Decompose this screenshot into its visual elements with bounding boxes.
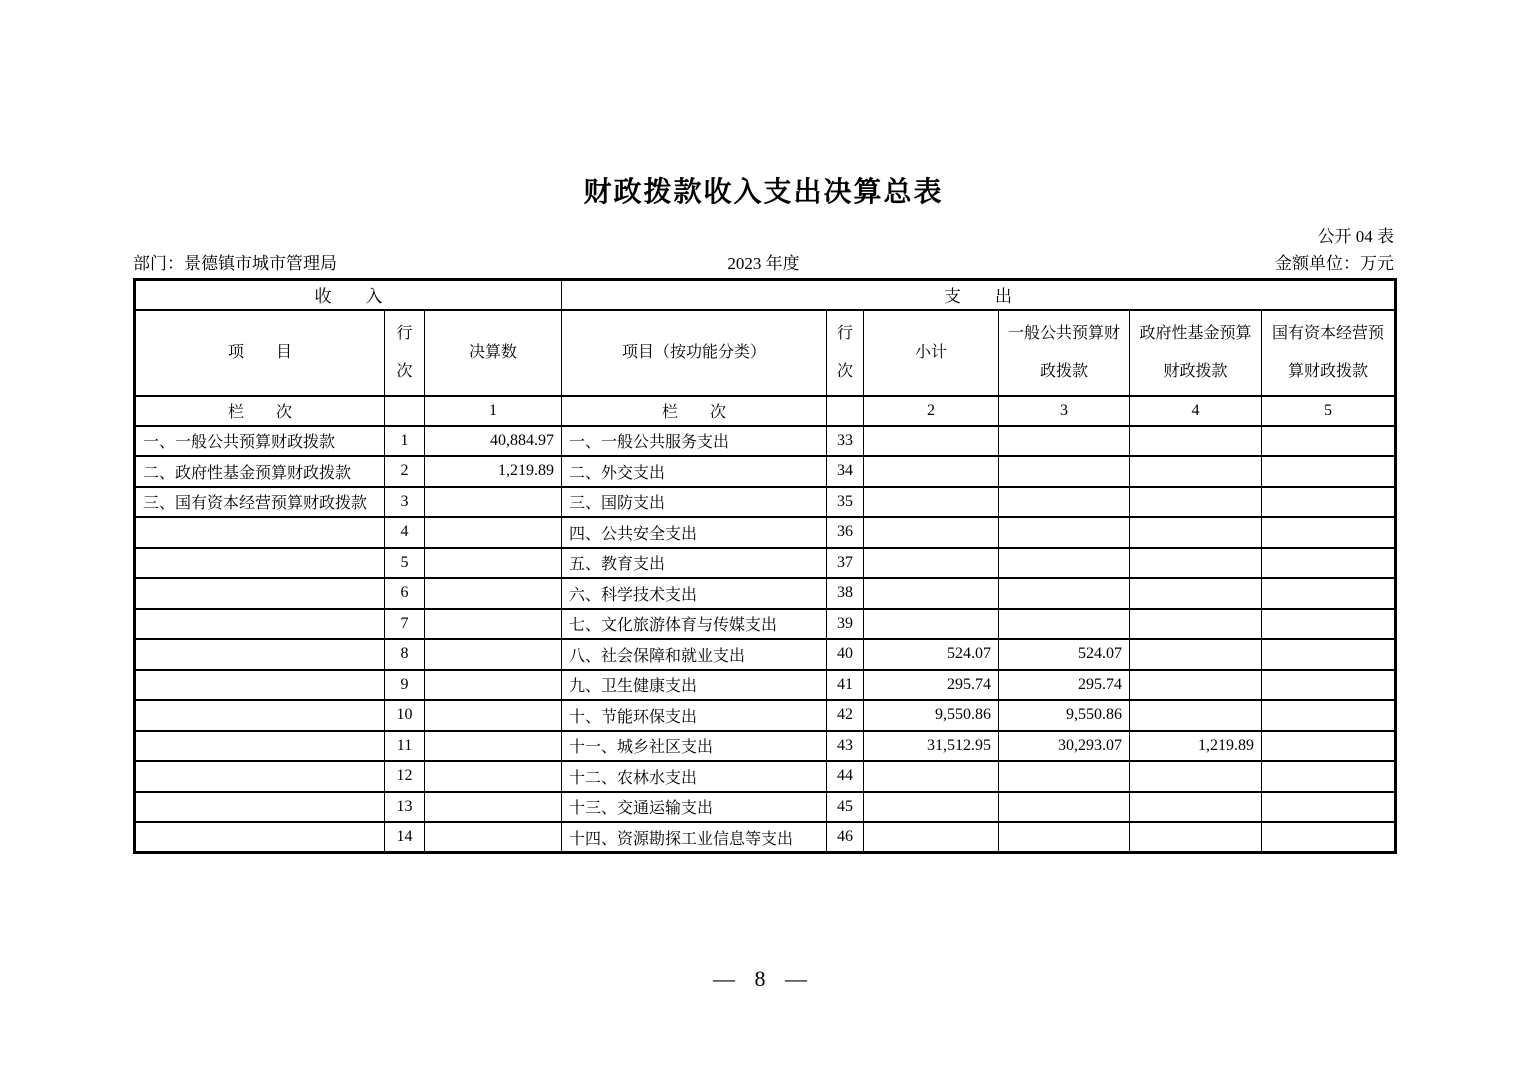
expense-item-cell: 九、卫生健康支出 bbox=[562, 670, 827, 701]
expense-rowno-cell: 41 bbox=[827, 670, 864, 701]
expense-subtotal-cell bbox=[864, 426, 999, 457]
expense-state-capital-cell bbox=[1262, 822, 1396, 853]
expense-gov-fund-cell bbox=[1130, 609, 1262, 640]
expense-subtotal-cell bbox=[864, 517, 999, 548]
expense-state-capital-cell bbox=[1262, 761, 1396, 792]
expense-state-capital-cell bbox=[1262, 609, 1396, 640]
index-income-rowno bbox=[385, 396, 425, 426]
income-amount-cell bbox=[425, 822, 562, 853]
expense-state-capital-cell bbox=[1262, 578, 1396, 609]
expense-rowno-cell: 33 bbox=[827, 426, 864, 457]
income-rowno-cell: 1 bbox=[385, 426, 425, 457]
income-rowno-cell: 3 bbox=[385, 487, 425, 518]
expense-item-cell: 八、社会保障和就业支出 bbox=[562, 639, 827, 670]
expense-gov-fund-cell bbox=[1130, 792, 1262, 823]
expense-item-cell: 十三、交通运输支出 bbox=[562, 792, 827, 823]
expense-gov-fund-cell: 1,219.89 bbox=[1130, 731, 1262, 762]
expense-gov-fund-cell bbox=[1130, 670, 1262, 701]
income-item-cell bbox=[135, 609, 385, 640]
index-col-5: 5 bbox=[1262, 396, 1396, 426]
col-header-income-item: 项 目 bbox=[135, 310, 385, 396]
expense-gov-fund-cell bbox=[1130, 548, 1262, 579]
index-expense-label: 栏 次 bbox=[562, 396, 827, 426]
expense-item-cell: 三、国防支出 bbox=[562, 487, 827, 518]
income-item-cell bbox=[135, 700, 385, 731]
income-item-cell: 三、国有资本经营预算财政拨款 bbox=[135, 487, 385, 518]
expense-general-budget-cell bbox=[999, 456, 1130, 487]
income-rowno-cell: 7 bbox=[385, 609, 425, 640]
expense-item-cell: 六、科学技术支出 bbox=[562, 578, 827, 609]
expense-item-cell: 七、文化旅游体育与传媒支出 bbox=[562, 609, 827, 640]
col-header-income-rowno-text: 行次 bbox=[396, 324, 413, 380]
table-code: 公开 04 表 bbox=[1317, 227, 1394, 246]
expense-gov-fund-cell bbox=[1130, 487, 1262, 518]
expense-subtotal-cell bbox=[864, 487, 999, 518]
income-amount-cell bbox=[425, 639, 562, 670]
income-rowno-cell: 11 bbox=[385, 731, 425, 762]
income-item-cell bbox=[135, 670, 385, 701]
income-item-cell bbox=[135, 731, 385, 762]
col-header-state-capital: 国有资本经营预算财政拨款 bbox=[1262, 310, 1396, 396]
expense-gov-fund-cell bbox=[1130, 517, 1262, 548]
expense-rowno-cell: 43 bbox=[827, 731, 864, 762]
page-number: — 8 — bbox=[713, 966, 807, 991]
income-item-cell: 二、政府性基金预算财政拨款 bbox=[135, 456, 385, 487]
expense-general-budget-cell: 524.07 bbox=[999, 639, 1130, 670]
table-row bbox=[135, 517, 1396, 548]
expense-item-cell: 一、一般公共服务支出 bbox=[562, 426, 827, 457]
expense-general-budget-cell bbox=[999, 578, 1130, 609]
income-amount-cell bbox=[425, 761, 562, 792]
income-amount-cell bbox=[425, 670, 562, 701]
income-rowno-cell: 13 bbox=[385, 792, 425, 823]
expense-rowno-cell: 35 bbox=[827, 487, 864, 518]
expense-rowno-cell: 37 bbox=[827, 548, 864, 579]
index-col-4: 4 bbox=[1130, 396, 1262, 426]
expense-state-capital-cell bbox=[1262, 792, 1396, 823]
expense-rowno-cell: 42 bbox=[827, 700, 864, 731]
page-title: 财政拨款收入支出决算总表 bbox=[583, 176, 944, 207]
expense-gov-fund-cell bbox=[1130, 456, 1262, 487]
department-label: 部门：景德镇市城市管理局 bbox=[133, 254, 337, 273]
expense-general-budget-cell: 295.74 bbox=[999, 670, 1130, 701]
expense-rowno-cell: 46 bbox=[827, 822, 864, 853]
expense-item-cell: 十、节能环保支出 bbox=[562, 700, 827, 731]
income-item-cell bbox=[135, 578, 385, 609]
expense-state-capital-cell bbox=[1262, 700, 1396, 731]
table-row bbox=[135, 700, 1396, 731]
income-amount-cell bbox=[425, 731, 562, 762]
table-row bbox=[135, 792, 1396, 823]
expense-state-capital-cell bbox=[1262, 456, 1396, 487]
expense-subtotal-cell bbox=[864, 609, 999, 640]
expense-rowno-cell: 45 bbox=[827, 792, 864, 823]
col-header-income-rowno bbox=[385, 310, 425, 396]
table-row bbox=[135, 487, 1396, 518]
index-income-label: 栏 次 bbox=[135, 396, 385, 426]
expense-item-cell: 十四、资源勘探工业信息等支出 bbox=[562, 822, 827, 853]
expense-item-cell: 五、教育支出 bbox=[562, 548, 827, 579]
expense-item-cell: 二、外交支出 bbox=[562, 456, 827, 487]
col-header-government-fund: 政府性基金预算财政拨款 bbox=[1130, 310, 1262, 396]
expense-general-budget-cell: 9,550.86 bbox=[999, 700, 1130, 731]
table-row bbox=[135, 426, 1396, 457]
index-col-3: 3 bbox=[999, 396, 1130, 426]
expense-subtotal-cell: 295.74 bbox=[864, 670, 999, 701]
expense-section-header: 支 出 bbox=[562, 280, 1396, 310]
amount-unit-label: 金额单位：万元 bbox=[1275, 254, 1394, 273]
expense-gov-fund-cell bbox=[1130, 700, 1262, 731]
expense-subtotal-cell: 524.07 bbox=[864, 639, 999, 670]
expense-state-capital-cell bbox=[1262, 639, 1396, 670]
column-index-row bbox=[135, 396, 1396, 426]
income-amount-cell bbox=[425, 548, 562, 579]
expense-rowno-cell: 44 bbox=[827, 761, 864, 792]
expense-state-capital-cell bbox=[1262, 426, 1396, 457]
col-header-final-amount: 决算数 bbox=[425, 310, 562, 396]
income-amount-cell bbox=[425, 578, 562, 609]
expense-state-capital-cell bbox=[1262, 517, 1396, 548]
expense-general-budget-cell bbox=[999, 609, 1130, 640]
expense-subtotal-cell bbox=[864, 822, 999, 853]
income-rowno-cell: 12 bbox=[385, 761, 425, 792]
income-amount-cell bbox=[425, 700, 562, 731]
expense-general-budget-cell: 30,293.07 bbox=[999, 731, 1130, 762]
expense-rowno-cell: 38 bbox=[827, 578, 864, 609]
expense-rowno-cell: 34 bbox=[827, 456, 864, 487]
expense-general-budget-cell bbox=[999, 517, 1130, 548]
expense-item-cell: 十二、农林水支出 bbox=[562, 761, 827, 792]
expense-gov-fund-cell bbox=[1130, 426, 1262, 457]
expense-state-capital-cell bbox=[1262, 487, 1396, 518]
table-row bbox=[135, 639, 1396, 670]
expense-subtotal-cell: 31,512.95 bbox=[864, 731, 999, 762]
table-row bbox=[135, 609, 1396, 640]
meta-row bbox=[133, 249, 1394, 271]
expense-rowno-cell: 36 bbox=[827, 517, 864, 548]
income-rowno-cell: 5 bbox=[385, 548, 425, 579]
expense-state-capital-cell bbox=[1262, 548, 1396, 579]
expense-subtotal-cell: 9,550.86 bbox=[864, 700, 999, 731]
expense-item-cell: 十一、城乡社区支出 bbox=[562, 731, 827, 762]
expense-item-cell: 四、公共安全支出 bbox=[562, 517, 827, 548]
income-section-header: 收 入 bbox=[135, 280, 562, 310]
income-amount-cell bbox=[425, 487, 562, 518]
col-header-expense-item: 项目（按功能分类） bbox=[562, 310, 827, 396]
income-amount-cell bbox=[425, 792, 562, 823]
income-item-cell: 一、一般公共预算财政拨款 bbox=[135, 426, 385, 457]
income-item-cell bbox=[135, 548, 385, 579]
col-header-expense-rowno bbox=[827, 310, 864, 396]
table-row bbox=[135, 822, 1396, 853]
income-rowno-cell: 14 bbox=[385, 822, 425, 853]
income-amount-cell: 1,219.89 bbox=[425, 456, 562, 487]
section-header-row bbox=[135, 280, 1396, 310]
income-item-cell bbox=[135, 792, 385, 823]
expense-gov-fund-cell bbox=[1130, 639, 1262, 670]
expense-general-budget-cell bbox=[999, 548, 1130, 579]
income-rowno-cell: 9 bbox=[385, 670, 425, 701]
expense-rowno-cell: 39 bbox=[827, 609, 864, 640]
expense-state-capital-cell bbox=[1262, 731, 1396, 762]
expense-state-capital-cell bbox=[1262, 670, 1396, 701]
expense-subtotal-cell bbox=[864, 578, 999, 609]
expense-subtotal-cell bbox=[864, 792, 999, 823]
col-header-general-public-budget: 一般公共预算财政拨款 bbox=[999, 310, 1130, 396]
fiscal-year-label: 2023 年度 bbox=[727, 254, 800, 273]
income-item-cell bbox=[135, 517, 385, 548]
expense-subtotal-cell bbox=[864, 548, 999, 579]
expense-gov-fund-cell bbox=[1130, 822, 1262, 853]
index-col-2: 2 bbox=[864, 396, 999, 426]
col-header-subtotal: 小计 bbox=[864, 310, 999, 396]
expense-rowno-cell: 40 bbox=[827, 639, 864, 670]
income-rowno-cell: 10 bbox=[385, 700, 425, 731]
income-item-cell bbox=[135, 761, 385, 792]
expense-subtotal-cell bbox=[864, 761, 999, 792]
index-col-1: 1 bbox=[425, 396, 562, 426]
income-item-cell bbox=[135, 822, 385, 853]
budget-summary-table bbox=[133, 278, 1397, 854]
income-rowno-cell: 4 bbox=[385, 517, 425, 548]
income-rowno-cell: 2 bbox=[385, 456, 425, 487]
income-amount-cell: 40,884.97 bbox=[425, 426, 562, 457]
table-row bbox=[135, 761, 1396, 792]
table-row bbox=[135, 670, 1396, 701]
col-header-expense-rowno-text: 行次 bbox=[836, 324, 853, 380]
expense-gov-fund-cell bbox=[1130, 578, 1262, 609]
column-header-row bbox=[135, 310, 1396, 396]
expense-general-budget-cell bbox=[999, 822, 1130, 853]
table-row bbox=[135, 548, 1396, 579]
expense-subtotal-cell bbox=[864, 456, 999, 487]
table-row bbox=[135, 731, 1396, 762]
income-rowno-cell: 6 bbox=[385, 578, 425, 609]
income-amount-cell bbox=[425, 609, 562, 640]
income-item-cell bbox=[135, 639, 385, 670]
table-row bbox=[135, 578, 1396, 609]
index-expense-rowno bbox=[827, 396, 864, 426]
expense-general-budget-cell bbox=[999, 792, 1130, 823]
expense-general-budget-cell bbox=[999, 761, 1130, 792]
expense-general-budget-cell bbox=[999, 426, 1130, 457]
income-amount-cell bbox=[425, 517, 562, 548]
income-rowno-cell: 8 bbox=[385, 639, 425, 670]
expense-gov-fund-cell bbox=[1130, 761, 1262, 792]
table-row bbox=[135, 456, 1396, 487]
expense-general-budget-cell bbox=[999, 487, 1130, 518]
